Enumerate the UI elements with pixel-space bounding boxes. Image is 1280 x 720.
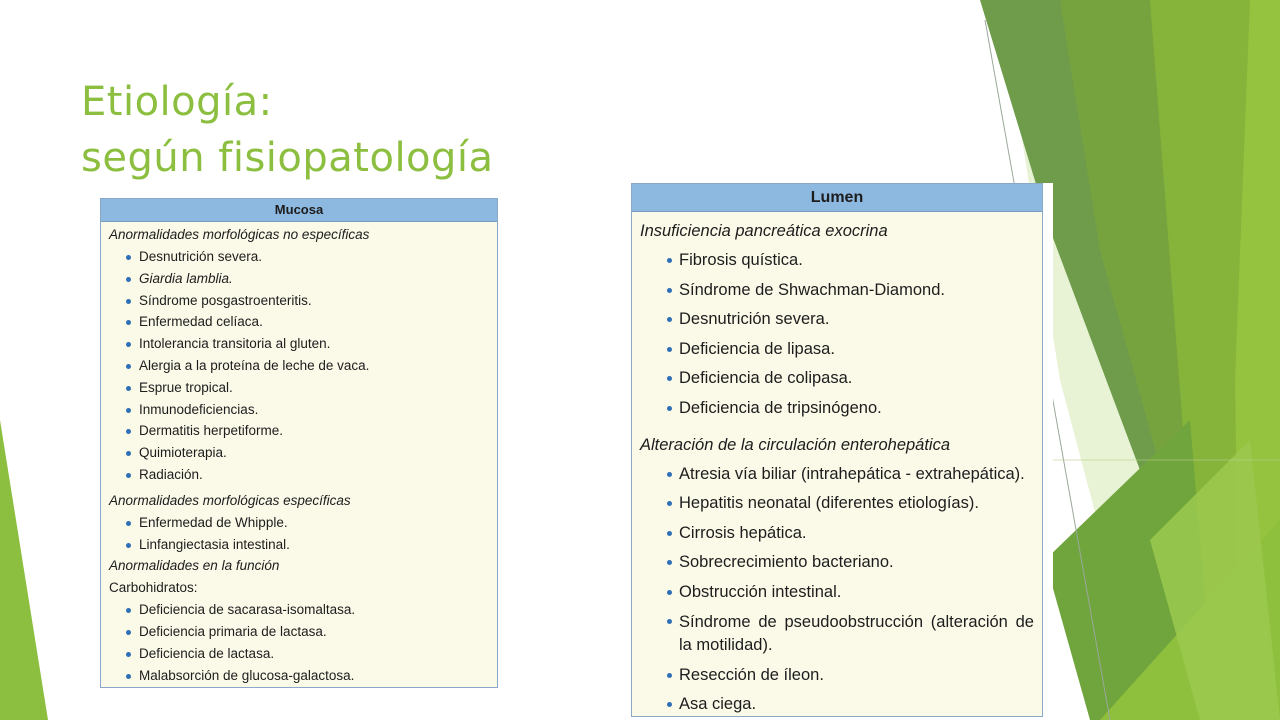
lumen-body <box>632 212 1042 717</box>
list-item: Fibrosis quística. <box>640 246 1034 276</box>
list-item: Sobrecrecimiento bacteriano. <box>640 548 1034 578</box>
mucosa-list-3 <box>109 599 497 686</box>
mucosa-section-1: Anormalidades morfológicas no específicas <box>109 227 370 242</box>
list-item: Radiación. <box>109 464 497 486</box>
list-item: Deficiencia de tripsinógeno. <box>640 394 1034 424</box>
mucosa-list-1 <box>109 246 497 486</box>
lumen-section-2: Alteración de la circulación enterohepática <box>640 435 951 454</box>
mucosa-section-2: Anormalidades morfológicas específicas <box>109 492 351 508</box>
list-item: Deficiencia de lactasa. <box>109 643 497 665</box>
title-line-2: según fisiopatología <box>81 135 494 181</box>
lumen-list-2 <box>640 460 1034 717</box>
list-item: Intolerancia transitoria al gluten. <box>109 333 497 355</box>
list-item: Atresia vía biliar (intrahepática - extrahepática). <box>640 460 1034 490</box>
list-item: Linfangiectasia intestinal. <box>109 534 497 556</box>
mucosa-section-3: Anormalidades en la función <box>109 558 280 574</box>
mucosa-subsection: Carbohidratos: <box>109 580 198 596</box>
list-item: Quimioterapia. <box>109 442 497 464</box>
list-item: Asa ciega. <box>640 690 1034 717</box>
list-item: Inmunodeficiencias. <box>109 399 497 421</box>
list-item: Síndrome de pseudoobstrucción (alteración de la motilidad). <box>640 608 1034 661</box>
lumen-section-1: Insuficiencia pancreática exocrina <box>640 222 888 240</box>
list-item: Cirrosis hepática. <box>640 519 1034 549</box>
list-item: Resección de íleon. <box>640 661 1034 691</box>
list-item: Desnutrición severa. <box>640 305 1034 335</box>
list-item: Obstrucción intestinal. <box>640 578 1034 608</box>
list-item: Enfermedad de Whipple. <box>109 512 497 534</box>
lumen-list-1 <box>640 246 1034 424</box>
list-item: Deficiencia primaria de lactasa. <box>109 621 497 643</box>
list-item: Desnutrición severa. <box>109 246 497 268</box>
list-item: Hepatitis neonatal (diferentes etiologías). <box>640 489 1034 519</box>
list-item: Deficiencia de lipasa. <box>640 335 1034 365</box>
list-item: Síndrome de Shwachman-Diamond. <box>640 276 1034 306</box>
list-item: Deficiencia de colipasa. <box>640 364 1034 394</box>
list-item: Alergia a la proteína de leche de vaca. <box>109 355 497 377</box>
left-green-wedge <box>0 420 48 720</box>
title-line-1: Etiología: <box>81 79 273 125</box>
list-item: Deficiencia de sacarasa-isomaltasa. <box>109 599 497 621</box>
table-edge <box>1043 183 1053 717</box>
lumen-table <box>631 183 1043 717</box>
mucosa-table <box>100 198 498 688</box>
list-item: Giardia lamblia. <box>109 268 497 290</box>
slide-title <box>81 74 494 186</box>
list-item: Malabsorción de glucosa-galactosa. <box>109 665 497 687</box>
list-item: Esprue tropical. <box>109 377 497 399</box>
mucosa-body <box>101 222 497 687</box>
list-item: Síndrome posgastroenteritis. <box>109 290 497 312</box>
mucosa-list-2 <box>109 512 497 556</box>
mucosa-header: Mucosa <box>101 199 497 222</box>
lumen-header: Lumen <box>632 184 1042 212</box>
list-item: Dermatitis herpetiforme. <box>109 420 497 442</box>
list-item: Enfermedad celíaca. <box>109 311 497 333</box>
